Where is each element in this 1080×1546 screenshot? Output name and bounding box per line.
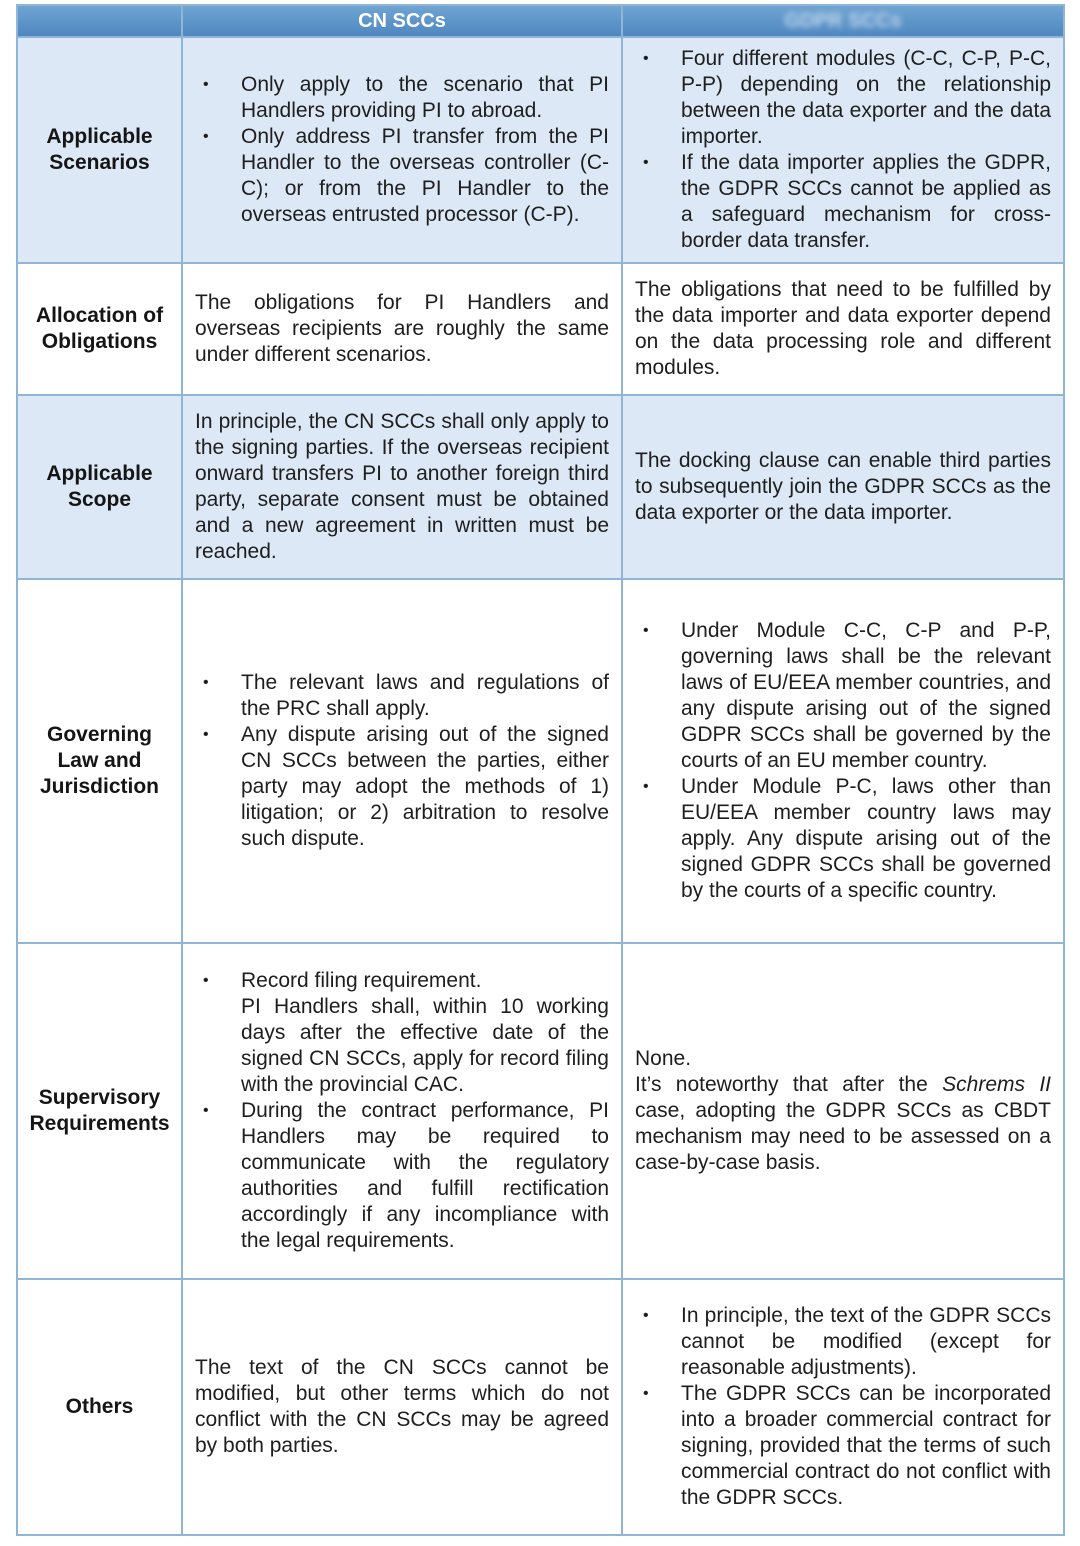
- list-item: • The relevant laws and regulations of the PRC shall apply.: [203, 671, 609, 720]
- row-label-governing-law: Governing Law and Jurisdiction: [17, 579, 182, 943]
- header-gdpr-sccs: GDPR SCCs: [622, 5, 1064, 37]
- list-item: • Under Module C-C, C-P and P-P, governing laws shall be the relevant laws of EU/EEA member countries, and any dispute arising out of the signed GDPR SCCs shall be governed by the courts of an EU member country.: [643, 619, 1051, 772]
- row-others: [17, 1279, 1064, 1535]
- row-label-applicable-scope: Applicable Scope: [17, 395, 182, 579]
- cn-allocation-of-obligations: The obligations for PI Handlers and overseas recipients are roughly the same under different scenarios.: [182, 263, 622, 395]
- list-item: • Under Module P-C, laws other than EU/EEA member country laws may apply. Any dispute arising out of the signed GDPR SCCs shall be governed by the courts of a specific country.: [643, 775, 1051, 902]
- list-item: • The GDPR SCCs can be incorporated into a broader commercial contract for signing, provided that the terms of such commercial contract do not conflict with the GDPR SCCs.: [643, 1382, 1051, 1509]
- row-supervisory-requirements: [17, 943, 1064, 1279]
- gdpr-others: [622, 1279, 1064, 1535]
- cn-others: The text of the CN SCCs cannot be modified, but other terms which do not conflict with the CN SCCs may be agreed by both parties.: [182, 1279, 622, 1535]
- list-item: • If the data importer applies the GDPR, the GDPR SCCs cannot be applied as a safeguard mechanism for cross-border data transfer.: [643, 151, 1051, 252]
- gdpr-supervisory-note: It’s noteworthy that after the Schrems II case, adopting the GDPR SCCs as CBDT mechanism may need to be assessed on a case-by-case basis.: [635, 1073, 1052, 1174]
- gdpr-supervisory-requirements: [622, 943, 1064, 1279]
- list-item: • Four different modules (C-C, C-P, P-C, P-P) depending on the relationship between the data exporter and the data importer.: [643, 47, 1051, 148]
- row-applicable-scenarios: [17, 37, 1064, 263]
- list-item: • Only address PI transfer from the PI Handler to the overseas controller (C-C); or from the PI Handler to the overseas entrusted processor (C-P).: [203, 125, 609, 226]
- cn-governing-law: [182, 579, 622, 943]
- list-item: • Only apply to the scenario that PI Handlers providing PI to abroad.: [203, 73, 609, 122]
- comparison-table: [16, 4, 1065, 1536]
- list-item: • Any dispute arising out of the signed CN SCCs between the parties, either party may adopt the methods of 1) litigation; or 2) arbitration to resolve such dispute.: [203, 723, 609, 850]
- comparison-table-wrapper: [16, 4, 1063, 1536]
- row-label-allocation-of-obligations: Allocation of Obligations: [17, 263, 182, 395]
- gdpr-applicable-scope: The docking clause can enable third parties to subsequently join the GDPR SCCs as the data exporter or the data importer.: [622, 395, 1064, 579]
- row-governing-law: [17, 579, 1064, 943]
- list-item: • During the contract performance, PI Handlers may be required to communicate with the regulatory authorities and fulfill rectification accordingly if any incompliance with the legal requirements.: [203, 1099, 609, 1252]
- gdpr-applicable-scenarios: [622, 37, 1064, 263]
- header-cn-sccs: CN SCCs: [182, 5, 622, 37]
- gdpr-governing-law: [622, 579, 1064, 943]
- row-label-applicable-scenarios: Applicable Scenarios: [17, 37, 182, 263]
- row-applicable-scope: [17, 395, 1064, 579]
- header-row: [17, 5, 1064, 37]
- cn-supervisory-requirements: [182, 943, 622, 1279]
- list-item: • Record filing requirement. PI Handlers shall, within 10 working days after the effective date of the signed CN SCCs, apply for record filing with the provincial CAC.: [203, 969, 609, 1096]
- cn-applicable-scenarios: [182, 37, 622, 263]
- list-item: • In principle, the text of the GDPR SCCs cannot be modified (except for reasonable adjustments).: [643, 1304, 1051, 1379]
- gdpr-supervisory-none: None.: [635, 1047, 692, 1070]
- cn-applicable-scope: In principle, the CN SCCs shall only apply to the signing parties. If the overseas recipient onward transfers PI to another foreign third party, separate consent must be obtained and a new agreement in written must be reached.: [182, 395, 622, 579]
- header-empty-cell: [17, 5, 182, 37]
- row-label-others: Others: [17, 1279, 182, 1535]
- row-label-supervisory-requirements: Supervisory Requirements: [17, 943, 182, 1279]
- row-allocation-of-obligations: [17, 263, 1064, 395]
- gdpr-allocation-of-obligations: The obligations that need to be fulfilled by the data importer and data exporter depend on the data processing role and different modules.: [622, 263, 1064, 395]
